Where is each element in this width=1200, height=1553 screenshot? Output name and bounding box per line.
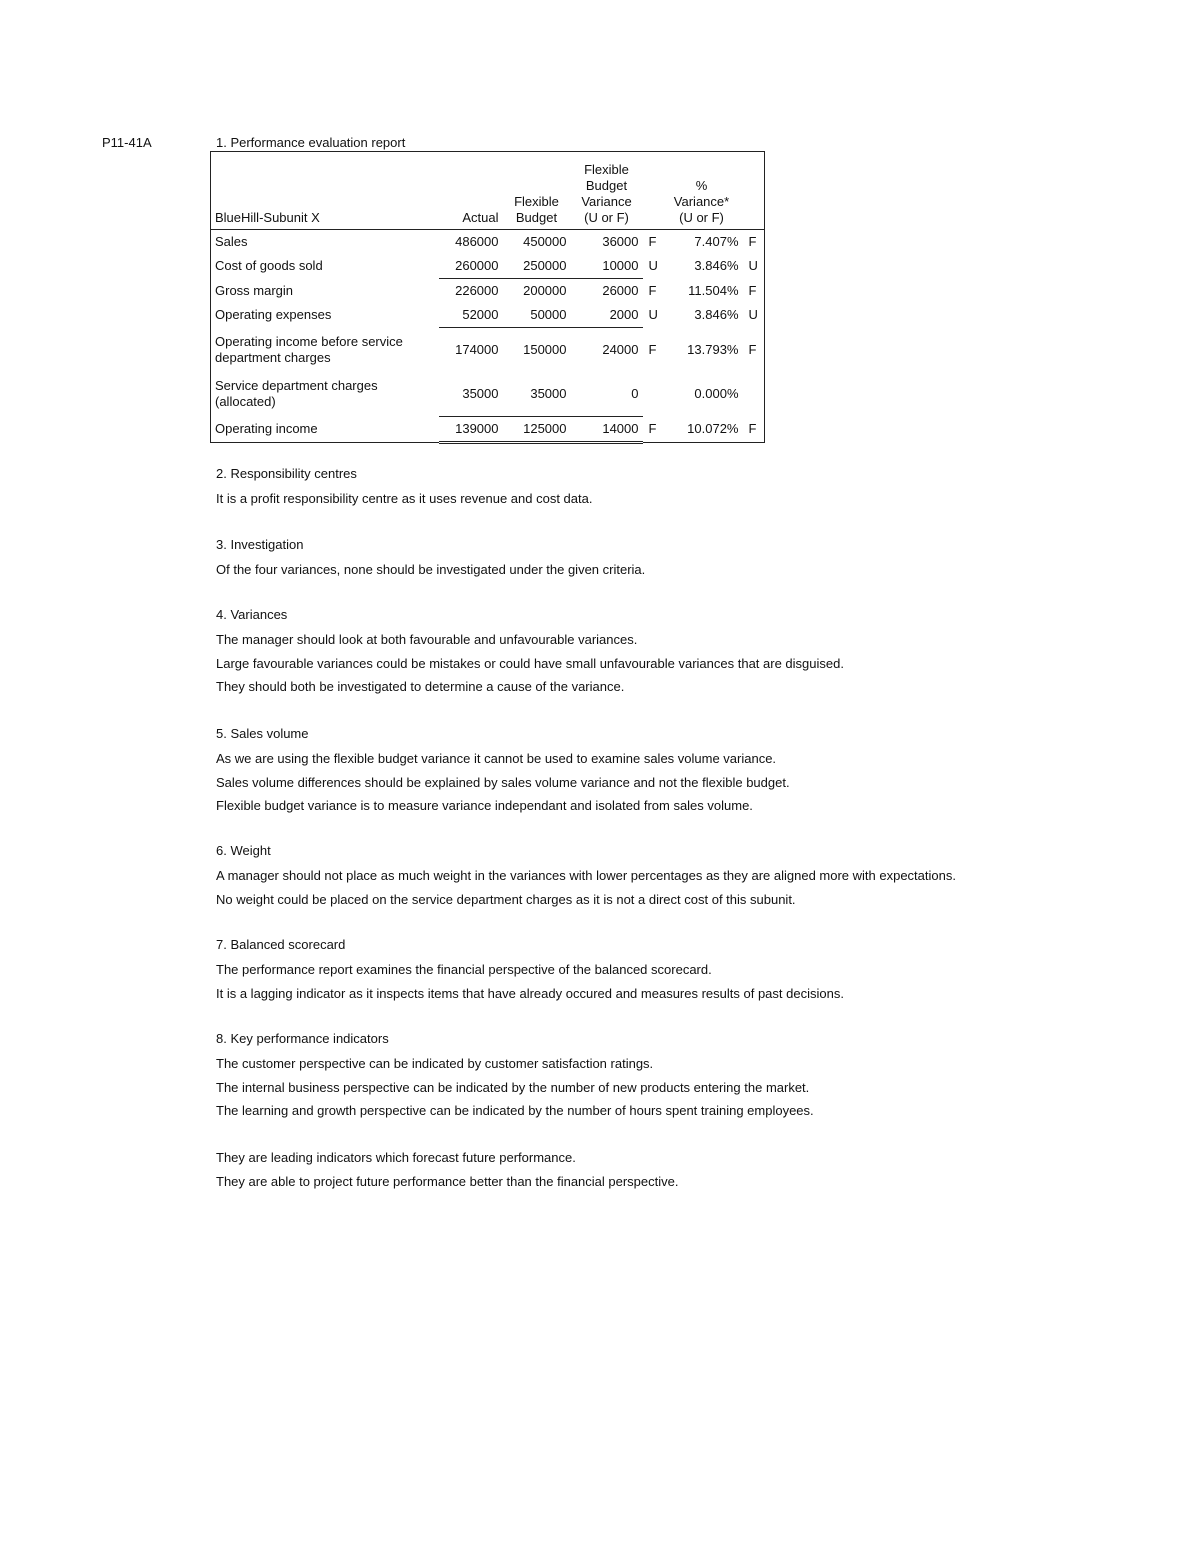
cell-variance-flag	[643, 372, 661, 417]
cell-variance: 2000	[571, 303, 643, 328]
row-label: Operating income before service department charges	[215, 333, 403, 365]
header-entity: BlueHill-Subunit X	[215, 210, 320, 225]
cell-flexible: 250000	[503, 254, 571, 279]
cell-percent: 13.793%	[687, 341, 739, 357]
section-heading: 7. Balanced scorecard	[216, 937, 346, 952]
problem-id: P11-41A	[102, 135, 152, 150]
section-line: Large favourable variances could be mistakes or could have small unfavourable variances that are disguised.	[216, 655, 844, 671]
section-sales-volume	[216, 726, 790, 818]
cell-flexible: 35000	[503, 372, 571, 417]
cell-variance: 26000	[602, 283, 639, 298]
section-line: Sales volume differences should be explained by sales volume variance and not the flexible budget.	[216, 774, 790, 790]
table-row	[211, 230, 765, 255]
table-row	[211, 279, 765, 304]
section-line: They are leading indicators which forecast future performance.	[216, 1150, 576, 1165]
section-line: The learning and growth perspective can be indicated by the number of hours spent training employees.	[216, 1103, 814, 1118]
section-heading: 4. Variances	[216, 607, 288, 622]
section-heading: 2. Responsibility centres	[216, 466, 357, 481]
cell-percent: 3.846%	[694, 258, 739, 274]
section-heading: 6. Weight	[216, 843, 271, 858]
section-line: No weight could be placed on the service department charges as it is not a direct cost of this subunit.	[216, 891, 796, 907]
cell-percent-flag	[743, 372, 765, 417]
cell-percent: 11.504%	[688, 282, 739, 298]
section-weight	[216, 843, 956, 911]
section-investigation	[216, 537, 645, 582]
table-header-row	[211, 152, 765, 230]
row-label: Service department charges (allocated)	[215, 378, 378, 410]
cell-percent: 7.407%	[694, 234, 739, 249]
row-label: Gross margin	[215, 282, 294, 298]
cell-percent-flag: U	[748, 307, 758, 323]
row-label: Cost of goods sold	[215, 258, 323, 274]
row-label: Operating expenses	[215, 307, 332, 323]
cell-actual: 174000	[455, 342, 499, 357]
section-heading: 8. Key performance indicators	[216, 1031, 389, 1046]
section-key-performance-indicators	[216, 1031, 814, 1193]
cell-percent-flag: F	[748, 341, 757, 357]
cell-actual: 52000	[439, 303, 503, 328]
cell-percent: 10.072%	[687, 421, 739, 437]
cell-percent: 3.846%	[694, 307, 739, 323]
header-flexible-budget: Flexible Budget	[514, 194, 559, 225]
section-line: Of the four variances, none should be investigated under the given criteria.	[216, 562, 646, 577]
cell-variance: 14000	[571, 417, 643, 443]
cell-percent: 0.000%	[694, 386, 739, 402]
section-line: The performance report examines the financial perspective of the balanced scorecard.	[216, 962, 712, 977]
cell-flexible: 450000	[523, 234, 567, 249]
cell-percent-flag: F	[748, 234, 757, 249]
section-line: The manager should look at both favourable and unfavourable variances.	[216, 632, 638, 647]
cell-variance-flag: F	[648, 282, 657, 298]
performance-report-table	[210, 151, 765, 444]
header-flexible-budget-variance: Flexible Budget Variance (U or F)	[581, 162, 632, 225]
cell-variance: 10000	[571, 254, 643, 279]
section-variances	[216, 607, 844, 699]
header-percent-variance: % Variance* (U or F)	[673, 178, 730, 225]
row-label: Operating income	[215, 421, 318, 437]
cell-flexible: 125000	[503, 417, 571, 443]
section-line: The customer perspective can be indicated by customer satisfaction ratings.	[216, 1056, 654, 1071]
section-line: It is a lagging indicator as it inspects items that have already occured and measures results of past decisions.	[216, 985, 844, 1001]
cell-flexible: 150000	[523, 342, 567, 357]
table-row	[211, 254, 765, 279]
cell-variance: 36000	[602, 234, 639, 249]
table-row	[211, 372, 765, 417]
table-row	[211, 417, 765, 443]
section-line: They should both be investigated to determine a cause of the variance.	[216, 679, 625, 694]
spacer	[216, 1123, 814, 1147]
cell-variance-flag: F	[648, 234, 657, 249]
cell-variance-flag: F	[648, 341, 657, 357]
section-heading: 5. Sales volume	[216, 726, 309, 741]
cell-actual: 139000	[439, 417, 503, 443]
section-line: A manager should not place as much weight in the variances with lower percentages as they are aligned more with expectations.	[216, 868, 956, 883]
table-row	[211, 328, 765, 373]
section-line: They are able to project future performance better than the financial perspective.	[216, 1173, 679, 1189]
row-label: Sales	[215, 234, 248, 249]
cell-flexible: 50000	[503, 303, 571, 328]
cell-variance-flag: U	[648, 307, 658, 323]
cell-actual: 486000	[455, 234, 499, 249]
section-balanced-scorecard	[216, 937, 844, 1005]
cell-percent-flag: F	[748, 421, 757, 437]
cell-actual: 226000	[455, 283, 499, 298]
section-line: The internal business perspective can be indicated by the number of new products entering the market.	[216, 1079, 810, 1095]
section-responsibility-centres	[216, 466, 592, 511]
section-line: It is a profit responsibility centre as it uses revenue and cost data.	[216, 491, 593, 506]
cell-variance-flag: F	[648, 421, 657, 437]
table-row	[211, 303, 765, 328]
cell-variance: 24000	[602, 342, 639, 357]
section-heading: 3. Investigation	[216, 537, 304, 552]
report-title: 1. Performance evaluation report	[216, 135, 406, 150]
section-line: As we are using the flexible budget variance it cannot be used to examine sales volume variance.	[216, 751, 777, 766]
cell-percent-flag: F	[748, 282, 757, 298]
section-line: Flexible budget variance is to measure variance independant and isolated from sales volume.	[216, 798, 753, 813]
cell-variance: 0	[571, 372, 643, 417]
cell-variance-flag: U	[648, 258, 658, 274]
cell-percent-flag: U	[748, 258, 758, 274]
cell-actual: 35000	[439, 372, 503, 417]
header-actual: Actual	[462, 210, 499, 225]
cell-actual: 260000	[439, 254, 503, 279]
cell-flexible: 200000	[523, 283, 567, 298]
